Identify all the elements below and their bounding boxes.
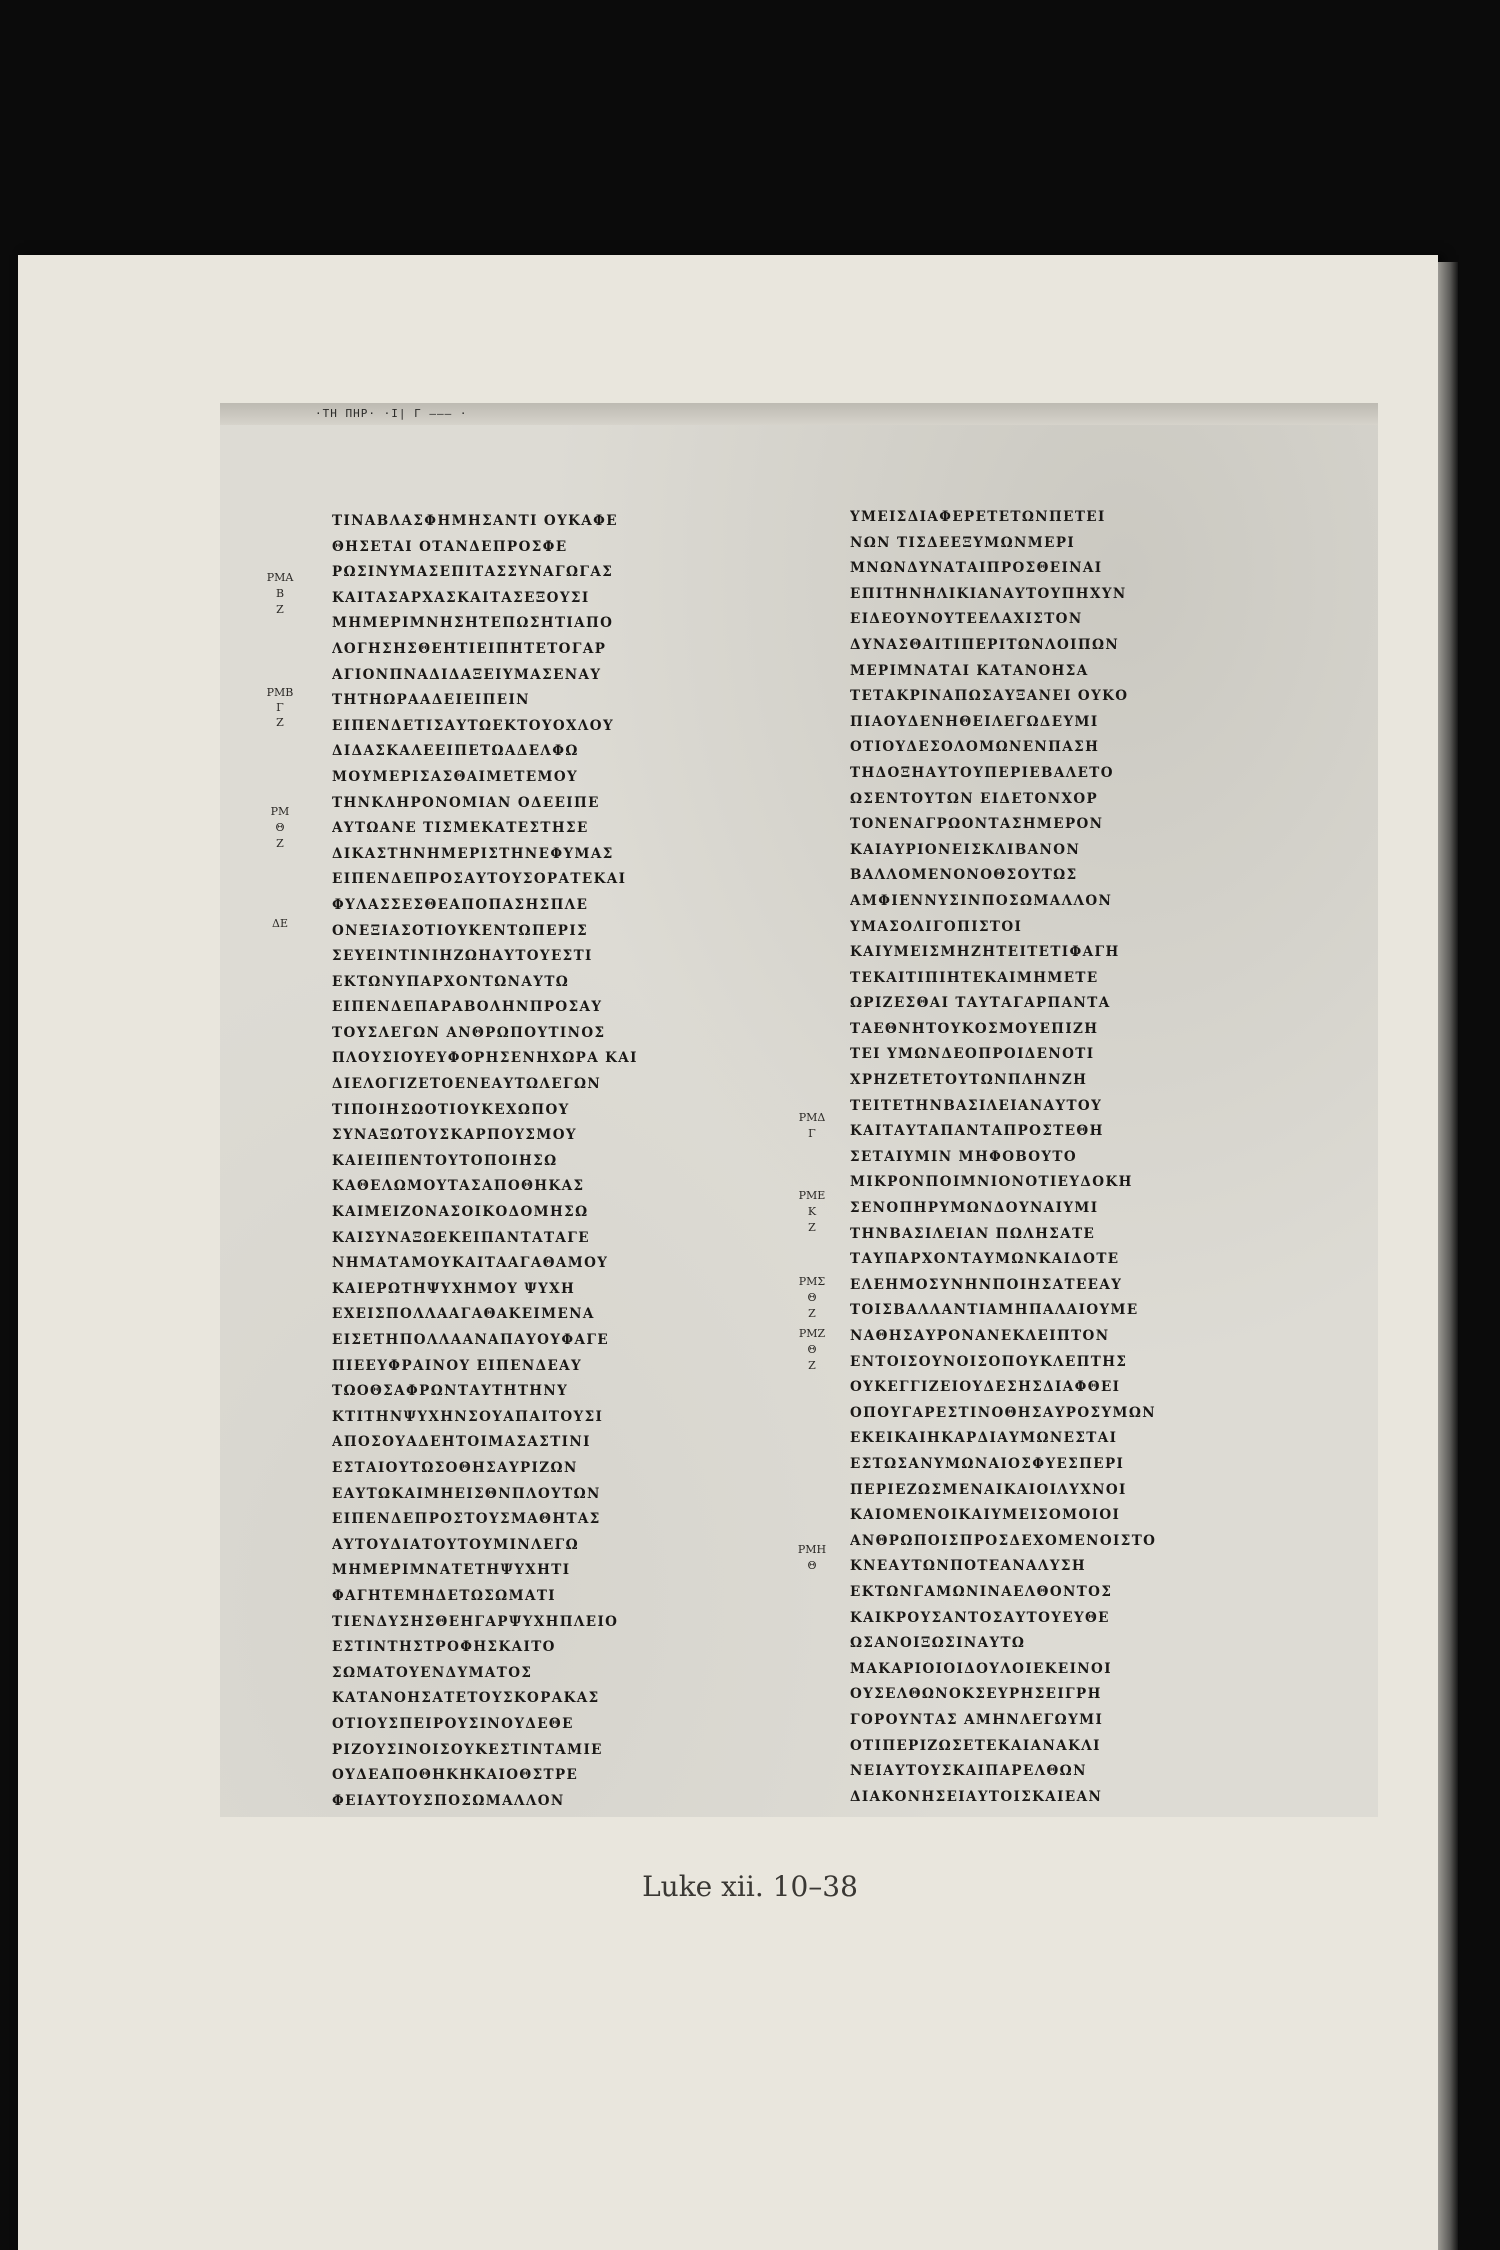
manuscript-line: ΤΕΚΑΙΤΙΠΙΗΤΕΚΑΙΜΗΜΕΤΕ <box>850 969 1099 986</box>
plate-top-marks: ·ΤΗ ΠΗΡ· ·Ι| Γ ——— · <box>315 407 468 420</box>
manuscript-line: ΚΑΙΜΕΙΖΟΝΑΣΟΙΚΟΔΟΜΗΣΩ <box>332 1204 589 1221</box>
manuscript-line: ΟΤΙΠΕΡΙΖΩΣΕΤΕΚΑΙΑΝΑΚΛΙ <box>850 1737 1101 1754</box>
manuscript-line: ΕΣΤΙΝΤΗΣΤΡΟΦΗΣΚΑΙΤΟ <box>332 1639 556 1656</box>
manuscript-line: ΕΛΕΗΜΟΣΥΝΗΝΠΟΙΗΣΑΤΕΕΑΥ <box>850 1276 1123 1293</box>
manuscript-line: ΤΑΕΘΝΗΤΟΥΚΟΣΜΟΥΕΠΙΖΗ <box>850 1020 1099 1037</box>
manuscript-line: ΑΓΙΟΝΠΝΑΔΙΔΑΞΕΙΥΜΑΣΕΝΑΥ <box>332 666 602 683</box>
manuscript-line: ΟΥΚΕΓΓΙΖΕΙΟΥΔΕΣΗΣΔΙΑΦΘΕΙ <box>850 1379 1121 1396</box>
manuscript-line: ΤΩΟΘΣΑΦΡΩΝΤΑΥΤΗΤΗΝΥ <box>332 1383 569 1400</box>
plate-caption: Luke xii. 10–38 <box>642 1870 858 1903</box>
manuscript-line: ΜΙΚΡΟΝΠΟΙΜΝΙΟΝΟΤΙΕΥΔΟΚΗ <box>850 1174 1133 1191</box>
margin-note: ΡΜΣ <box>798 1275 826 1288</box>
manuscript-line: ΤΗΔΟΞΗΑΥΤΟΥΠΕΡΙΕΒΑΛΕΤΟ <box>850 764 1114 781</box>
manuscript-line: ΡΙΖΟΥΣΙΝΟΙΣΟΥΚΕΣΤΙΝΤΑΜΙΕ <box>332 1741 603 1758</box>
manuscript-line: ΚΑΙΟΜΕΝΟΙΚΑΙΥΜΕΙΣΟΜΟΙΟΙ <box>850 1507 1121 1524</box>
manuscript-line: ΕΙΠΕΝΔΕΠΡΟΣΑΥΤΟΥΣΟΡΑΤΕΚΑΙ <box>332 871 627 888</box>
manuscript-line: ΕΣΤΩΣΑΝΥΜΩΝΑΙΟΣΦΥΕΣΠΕΡΙ <box>850 1455 1125 1472</box>
manuscript-line: ΜΝΩΝΔΥΝΑΤΑΙΠΡΟΣΘΕΙΝΑΙ <box>850 560 1103 577</box>
margin-note: ΡΜΑ <box>266 571 294 584</box>
manuscript-line: ΝΩΝ ΤΙΣΔΕΕΞΥΜΩΝΜΕΡΙ <box>850 534 1076 551</box>
manuscript-line: ΚΝΕΑΥΤΩΝΠΟΤΕΑΝΑΛΥΣΗ <box>850 1558 1087 1575</box>
manuscript-line: ΤΗΤΗΩΡΑΑΔΕΙΕΙΠΕΙΝ <box>332 692 530 709</box>
manuscript-line: ΝΗΜΑΤΑΜΟΥΚΑΙΤΑΑΓΑΘΑΜΟΥ <box>332 1255 609 1272</box>
manuscript-line: ΑΥΤΩΑΝΕ ΤΙΣΜΕΚΑΤΕΣΤΗΣΕ <box>332 820 589 837</box>
manuscript-line: ΕΚΕΙΚΑΙΗΚΑΡΔΙΑΥΜΩΝΕΣΤΑΙ <box>850 1430 1118 1447</box>
margin-note: ΡΜΕ <box>798 1189 826 1202</box>
margin-note: Ζ <box>808 1359 816 1372</box>
manuscript-line: ΕΑΥΤΩΚΑΙΜΗΕΙΣΘΝΠΛΟΥΤΩΝ <box>332 1485 601 1502</box>
manuscript-line: ΒΑΛΛΟΜΕΝΟΝΟΘΣΟΥΤΩΣ <box>850 867 1078 884</box>
manuscript-line: ΚΑΙΑΥΡΙΟΝΕΙΣΚΛΙΒΑΝΟΝ <box>850 841 1081 858</box>
manuscript-line: ΤΑΥΠΑΡΧΟΝΤΑΥΜΩΝΚΑΙΔΟΤΕ <box>850 1251 1120 1268</box>
manuscript-line: ΦΕΙΑΥΤΟΥΣΠΟΣΩΜΑΛΛΟΝ <box>332 1792 565 1809</box>
right-text-column <box>850 505 1320 1810</box>
manuscript-line: ΤΙΕΝΔΥΣΗΣΘΕΗΓΑΡΨΥΧΗΠΛΕΙΟ <box>332 1613 619 1630</box>
manuscript-line: ΤΗΝΚΛΗΡΟΝΟΜΙΑΝ ΟΔΕΕΙΠΕ <box>332 794 600 811</box>
manuscript-line: ΠΕΡΙΕΖΩΣΜΕΝΑΙΚΑΙΟΙΛΥΧΝΟΙ <box>850 1481 1127 1498</box>
manuscript-line: ΑΜΦΙΕΝΝΥΣΙΝΠΟΣΩΜΑΛΛΟΝ <box>850 892 1113 909</box>
manuscript-line: ΤΟΝΕΝΑΓΡΩΟΝΤΑΣΗΜΕΡΟΝ <box>850 816 1104 833</box>
manuscript-line: ΛΟΓΗΣΗΣΘΕΗΤΙΕΙΠΗΤΕΤΟΓΑΡ <box>332 640 607 657</box>
margin-note: Ζ <box>276 716 284 729</box>
manuscript-line: ΠΙΑΟΥΔΕΝΗΘΕΙΛΕΓΩΔΕΥΜΙ <box>850 713 1099 730</box>
manuscript-line: ΔΙΔΑΣΚΑΛΕΕΙΠΕΤΩΑΔΕΛΦΩ <box>332 743 579 760</box>
manuscript-line: ΕΠΙΤΗΝΗΛΙΚΙΑΝΑΥΤΟΥΠΗΧΥΝ <box>850 585 1127 602</box>
margin-note: ΡΜΔ <box>798 1111 826 1124</box>
manuscript-line: ΕΙΔΕΟΥΝΟΥΤΕΕΛΑΧΙΣΤΟΝ <box>850 611 1083 628</box>
margin-note: Β <box>275 587 285 600</box>
manuscript-line: ΕΙΠΕΝΔΕΠΡΟΣΤΟΥΣΜΑΘΗΤΑΣ <box>332 1511 601 1528</box>
manuscript-line: ΟΤΙΟΥΔΕΣΟΛΟΜΩΝΕΝΠΑΣΗ <box>850 739 1100 756</box>
manuscript-line: ΔΙΑΚΟΝΗΣΕΙΑΥΤΟΙΣΚΑΙΕΑΝ <box>850 1788 1103 1805</box>
manuscript-line: ΧΡΗΖΕΤΕΤΟΥΤΩΝΠΛΗΝΖΗ <box>850 1072 1088 1089</box>
manuscript-line: ΠΙΕΕΥΦΡΑΙΝΟΥ ΕΙΠΕΝΔΕΑΥ <box>332 1357 583 1374</box>
manuscript-line: ΟΝΕΞΙΑΣΟΤΙΟΥΚΕΝΤΩΠΕΡΙΣ <box>332 922 589 939</box>
margin-note: Ζ <box>276 603 284 616</box>
manuscript-line: ΟΥΔΕΑΠΟΘΗΚΗΚΑΙΟΘΣΤΡΕ <box>332 1767 579 1784</box>
manuscript-line: ΤΕΙΤΕΤΗΝΒΑΣΙΛΕΙΑΝΑΥΤΟΥ <box>850 1097 1103 1114</box>
margin-note: Θ <box>275 821 285 834</box>
margin-note: Θ <box>807 1343 817 1356</box>
manuscript-line: ΣΥΝΑΞΩΤΟΥΣΚΑΡΠΟΥΣΜΟΥ <box>332 1127 577 1144</box>
manuscript-line: ΕΚΤΩΝΥΠΑΡΧΟΝΤΩΝΑΥΤΩ <box>332 973 570 990</box>
manuscript-line: ΝΕΙΑΥΤΟΥΣΚΑΙΠΑΡΕΛΘΩΝ <box>850 1763 1087 1780</box>
manuscript-line: ΟΠΟΥΓΑΡΕΣΤΙΝΟΘΗΣΑΥΡΟΣΥΜΩΝ <box>850 1404 1156 1421</box>
manuscript-line: ΩΣΕΝΤΟΥΤΩΝ ΕΙΔΕΤΟΝΧΟΡ <box>850 790 1099 807</box>
manuscript-line: ΕΣΤΑΙΟΥΤΩΣΟΘΗΣΑΥΡΙΖΩΝ <box>332 1459 578 1476</box>
manuscript-line: ΚΤΙΤΗΝΨΥΧΗΝΣΟΥΑΠΑΙΤΟΥΣΙ <box>332 1408 604 1425</box>
manuscript-line: ΤΕΙ ΥΜΩΝΔΕΟΠΡΟΙΔΕΝΟΤΙ <box>850 1046 1095 1063</box>
manuscript-line: ΤΟΥΣΛΕΓΩΝ ΑΝΘΡΩΠΟΥΤΙΝΟΣ <box>332 1024 606 1041</box>
manuscript-line: ΦΥΛΑΣΣΕΣΘΕΑΠΟΠΑΣΗΣΠΛΕ <box>332 896 589 913</box>
manuscript-line: ΚΑΙΥΜΕΙΣΜΗΖΗΤΕΙΤΕΤΙΦΑΓΗ <box>850 944 1120 961</box>
manuscript-line: ΟΤΙΟΥΣΠΕΙΡΟΥΣΙΝΟΥΔΕΘΕ <box>332 1715 574 1732</box>
manuscript-line: ΕΝΤΟΙΣΟΥΝΟΙΣΟΠΟΥΚΛΕΠΤΗΣ <box>850 1353 1128 1370</box>
margin-note: Γ <box>808 1127 816 1140</box>
manuscript-line: ΚΑΙΕΡΩΤΗΨΥΧΗΜΟΥ ΨΥΧΗ <box>332 1280 576 1297</box>
manuscript-line: ΣΕΝΟΠΗΡΥΜΩΝΔΟΥΝΑΙΥΜΙ <box>850 1200 1099 1217</box>
margin-note: Ζ <box>808 1221 816 1234</box>
manuscript-line: ΩΣΑΝΟΙΞΩΣΙΝΑΥΤΩ <box>850 1635 1026 1652</box>
margin-note: Ζ <box>808 1307 816 1320</box>
manuscript-line: ΤΟΙΣΒΑΛΛΑΝΤΙΑΜΗΠΑΛΑΙΟΥΜΕ <box>850 1302 1139 1319</box>
manuscript-line: ΔΥΝΑΣΘΑΙΤΙΠΕΡΙΤΩΝΛΟΙΠΩΝ <box>850 636 1120 653</box>
page-edge-shadow <box>1438 262 1458 2250</box>
manuscript-line: ΚΑΙΕΙΠΕΝΤΟΥΤΟΠΟΙΗΣΩ <box>332 1152 558 1169</box>
manuscript-line: ΜΗΜΕΡΙΜΝΑΤΕΤΗΨΥΧΗΤΙ <box>332 1562 571 1579</box>
margin-note: ΡΜΗ <box>797 1543 827 1556</box>
manuscript-line: ΟΥΣΕΛΘΩΝΟΚΣΕΥΡΗΣΕΙΓΡΗ <box>850 1686 1102 1703</box>
manuscript-line: ΑΝΘΡΩΠΟΙΣΠΡΟΣΔΕΧΟΜΕΝΟΙΣΤΟ <box>850 1532 1157 1549</box>
manuscript-line: ΡΩΣΙΝΥΜΑΣΕΠΙΤΑΣΣΥΝΑΓΩΓΑΣ <box>332 564 614 581</box>
margin-note: Ζ <box>276 837 284 850</box>
manuscript-line: ΕΙΠΕΝΔΕΤΙΣΑΥΤΩΕΚΤΟΥΟΧΛΟΥ <box>332 717 614 734</box>
manuscript-line: ΣΕΤΑΙΥΜΙΝ ΜΗΦΟΒΟΥΤΟ <box>850 1148 1078 1165</box>
manuscript-line: ΚΑΙΤΑΥΤΑΠΑΝΤΑΠΡΟΣΤΕΘΗ <box>850 1123 1104 1140</box>
manuscript-line: ΥΜΑΣΟΛΙΓΟΠΙΣΤΟΙ <box>850 918 1023 935</box>
manuscript-line: ΤΙΠΟΙΗΣΩΟΤΙΟΥΚΕΧΩΠΟΥ <box>332 1101 570 1118</box>
book-page <box>18 255 1438 2250</box>
left-text-column <box>332 509 772 1814</box>
manuscript-line: ΚΑΙΚΡΟΥΣΑΝΤΟΣΑΥΤΟΥΕΥΘΕ <box>850 1609 1110 1626</box>
manuscript-line: ΕΧΕΙΣΠΟΛΛΑΑΓΑΘΑΚΕΙΜΕΝΑ <box>332 1306 595 1323</box>
manuscript-line: ΕΙΣΕΤΗΠΟΛΛΑΑΝΑΠΑΥΟΥΦΑΓΕ <box>332 1332 610 1348</box>
manuscript-line: ΜΕΡΙΜΝΑΤΑΙ ΚΑΤΑΝΟΗΣΑ <box>850 662 1089 679</box>
margin-note: ΡΜΒ <box>266 686 294 699</box>
manuscript-line: ΚΑΘΕΛΩΜΟΥΤΑΣΑΠΟΘΗΚΑΣ <box>332 1178 585 1195</box>
manuscript-line: ΔΙΚΑΣΤΗΝΗΜΕΡΙΣΤΗΝΕΦΥΜΑΣ <box>332 845 614 862</box>
manuscript-line: ΤΙΝΑΒΛΑΣΦΗΜΗΣΑΝΤΙ ΟΥΚΑΦΕ <box>332 513 618 529</box>
manuscript-line: ΑΥΤΟΥΔΙΑΤΟΥΤΟΥΜΙΝΛΕΓΩ <box>332 1536 580 1553</box>
manuscript-line: ΤΕΤΑΚΡΙΝΑΠΩΣΑΥΞΑΝΕΙ ΟΥΚΟ <box>850 688 1129 705</box>
manuscript-line: ΚΑΙΣΥΝΑΞΩΕΚΕΙΠΑΝΤΑΤΑΓΕ <box>332 1229 590 1246</box>
manuscript-line: ΩΡΙΖΕΣΘΑΙ ΤΑΥΤΑΓΑΡΠΑΝΤΑ <box>850 995 1111 1012</box>
manuscript-line: ΣΕΥΕΙΝΤΙΝΙΗΖΩΗΑΥΤΟΥΕΣΤΙ <box>332 948 593 965</box>
manuscript-line: ΜΗΜΕΡΙΜΝΗΣΗΤΕΠΩΣΗΤΙΑΠΟ <box>332 615 614 632</box>
manuscript-line: ΘΗΣΕΤΑΙ ΟΤΑΝΔΕΠΡΟΣΦΕ <box>332 538 568 555</box>
manuscript-line: ΑΠΟΣΟΥΑΔΕΗΤΟΙΜΑΣΑΣΤΙΝΙ <box>332 1434 591 1451</box>
manuscript-line: ΠΛΟΥΣΙΟΥΕΥΦΟΡΗΣΕΝΗΧΩΡΑ ΚΑΙ <box>332 1050 638 1067</box>
manuscript-line: ΥΜΕΙΣΔΙΑΦΕΡΕΤΕΤΩΝΠΕΤΕΙ <box>850 509 1106 525</box>
manuscript-plate <box>220 403 1378 1817</box>
margin-note: Θ <box>807 1291 817 1304</box>
manuscript-line: ΔΙΕΛΟΓΙΖΕΤΟΕΝΕΑΥΤΩΛΕΓΩΝ <box>332 1076 602 1093</box>
margin-note: ΔΕ <box>272 917 288 930</box>
margin-note: ΡΜ <box>270 805 290 818</box>
margin-note: ΡΜΖ <box>798 1327 826 1340</box>
margin-note: Γ <box>276 701 284 714</box>
manuscript-line: ΚΑΤΑΝΟΗΣΑΤΕΤΟΥΣΚΟΡΑΚΑΣ <box>332 1690 600 1707</box>
manuscript-line: ΜΑΚΑΡΙΟΙΟΙΔΟΥΛΟΙΕΚΕΙΝΟΙ <box>850 1660 1112 1677</box>
manuscript-line: ΚΑΙΤΑΣΑΡΧΑΣΚΑΙΤΑΣΕΞΟΥΣΙ <box>332 589 590 606</box>
manuscript-line: ΜΟΥΜΕΡΙΣΑΣΘΑΙΜΕΤΕΜΟΥ <box>332 768 579 785</box>
manuscript-line: ΦΑΓΗΤΕΜΗΔΕΤΩΣΩΜΑΤΙ <box>332 1587 556 1604</box>
margin-note: Θ <box>807 1559 817 1572</box>
margin-note: Κ <box>807 1205 817 1218</box>
manuscript-line: ΤΗΝΒΑΣΙΛΕΙΑΝ ΠΩΛΗΣΑΤΕ <box>850 1225 1096 1242</box>
manuscript-line: ΓΟΡΟΥΝΤΑΣ ΑΜΗΝΛΕΓΩΥΜΙ <box>850 1711 1104 1728</box>
manuscript-line: ΕΚΤΩΝΓΑΜΩΝΙΝΑΕΛΘΟΝΤΟΣ <box>850 1583 1113 1600</box>
manuscript-line: ΝΑΘΗΣΑΥΡΟΝΑΝΕΚΛΕΙΠΤΟΝ <box>850 1328 1110 1344</box>
manuscript-line: ΕΙΠΕΝΔΕΠΑΡΑΒΟΛΗΝΠΡΟΣΑΥ <box>332 999 603 1016</box>
manuscript-line: ΣΩΜΑΤΟΥΕΝΔΥΜΑΤΟΣ <box>332 1664 533 1681</box>
